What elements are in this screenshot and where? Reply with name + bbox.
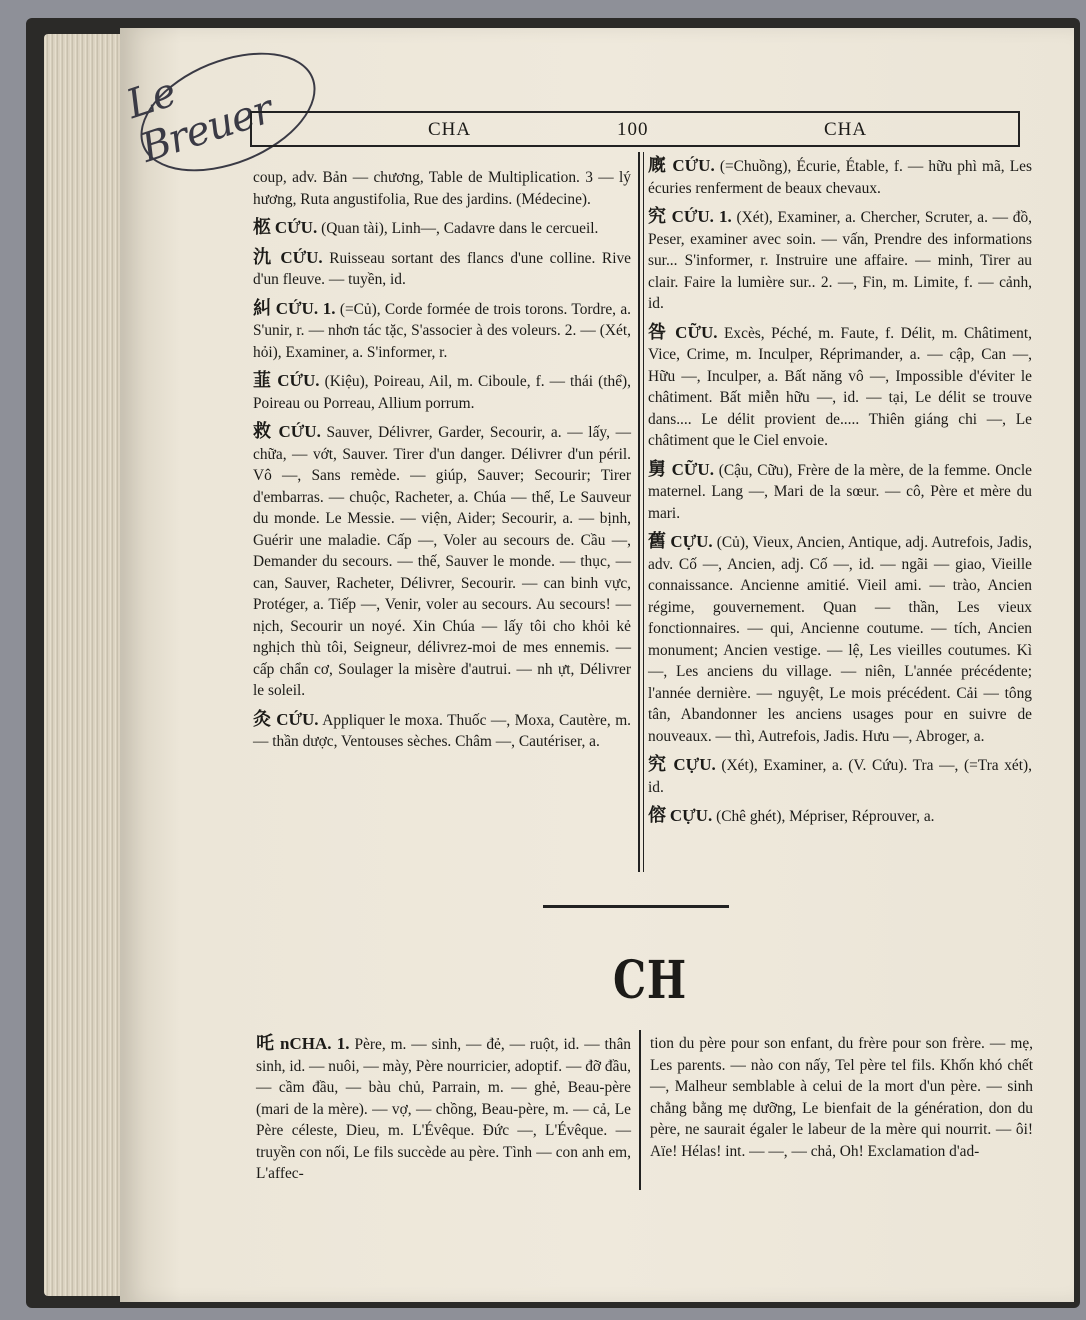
entry-text: (=Củ), Corde formée de trois torons. Tordre, a. S'unir, r. — nhơn tác tặc, S'associer à des voleurs. 2. — (Xét, hỏi), Examiner, a. S'informer, r. — [253, 300, 631, 361]
han-character: 救 — [253, 421, 273, 442]
right-column — [648, 155, 1032, 835]
entry-text: Sauver, Délivrer, Garder, Secourir, a. — lấy, — chữa, — vớt, Sauver. Tirer d'un danger. Délivrer d'un péril. Vô —, Sans remède. — giúp, Sauver; Secourir; Tirer d'embarras. — chuộc, Racheter, a. Chúa — thế, Le Sauveur du monde. Le Messie. — viện, Aider; Secourir, a. — bịnh, Guérir une maladie. Cấp —, Voler au secours de. Cầu —, Demander du secours. — thế, Sauver le monde. — thục, — can, Sauver, Racheter, Délivrer, Secourir. — can binh vực, Protéger, a. Tiếp —, Venir, voler au secours. Au secours! — nịch, Secourir un noyé. Xin Chúa — lấy tôi cho khỏi kẻ nghịch thù tôi, Seigneur, délivrez-moi de mes ennemis. — cấp chẩn cơ, Soulager la misère d'autrui. — nh ựt, Délivrer le soleil. — [253, 424, 632, 699]
bottom-right-column — [650, 1033, 1033, 1169]
entry-text: (Quan tài), Linh—, Cadavre dans le cercueil. — [321, 220, 599, 237]
bottom-column-rule — [639, 1030, 641, 1190]
page-header — [250, 111, 1020, 147]
headword: CỨU. 1. — [671, 207, 732, 226]
page-number: 100 — [617, 119, 649, 140]
headword: CỮU. — [675, 322, 718, 342]
entry — [253, 217, 631, 240]
handwritten-signature: Le Breuer — [121, 69, 278, 172]
han-character: 韮 — [253, 370, 273, 391]
headword: CỨU. 1. — [275, 298, 336, 318]
entry-text: (Kiệu), Poireau, Ail, m. Ciboule, f. — thái (thể), Poireau ou Porreau, Allium porrum. — [253, 373, 631, 412]
han-character: 傛 — [648, 805, 666, 826]
bottom-left-column — [256, 1033, 631, 1192]
entry-text: (Củ), Vieux, Ancien, Antique, adj. Autrefois, Jadis, adv. Cố —, Ancien, adj. Cố —, id. — ngãi — giao, Vieille connaissance. Ancienne amitié. Vieil ami. — trào, Ancien régime, gouvernement. Quan — thần, Les vieux fonctionnaires. — qui, Ancienne coutume. — tích, Ancien monument; Ancien vestige. — lệ, Les vieilles coutumes. Kì —, Les anciens du village. — niên, L'année précédente; l'année dernière. — nguyệt, Le mois précédent. Cải — tông tân, Abandonner les anciens usages pour en suivre de nouveaux. — thì, Autrefois, Jadis. Hưu —, Abroger, a. — [648, 534, 1032, 745]
headword: CỨU. — [672, 156, 715, 175]
headword: CỨU. — [278, 422, 321, 441]
han-character: 糾 — [253, 297, 272, 319]
entry — [648, 155, 1032, 199]
entry — [648, 531, 1032, 747]
entry-text: (Chê ghét), Mépriser, Réprouver, a. — [716, 808, 935, 825]
entry — [253, 421, 631, 702]
entry — [253, 709, 631, 753]
han-character: 咎 — [648, 321, 669, 343]
entry-text: coup, adv. Bản — chương, Table de Multiplication. 3 — lý hương, Ruta angustifolia, Rue des jardins. (Médecine). — [253, 169, 631, 208]
entry-text: (Xét), Examiner, a. Chercher, Scruter, a. — đồ, Peser, examiner avec soin. — vấn, Prendre des informations sur... S'informer, r. Instruire une affaire. — minh, Tirer au clair. Faire la lumière sur.. 2. —, Fin, m. Limite, f. — cảnh, id. — [648, 209, 1032, 312]
entry — [648, 459, 1032, 525]
section-title: CH — [612, 950, 688, 1011]
han-character: 柩 — [253, 217, 271, 238]
han-character: 究 — [648, 206, 667, 227]
entry — [648, 805, 1032, 828]
entry-text: Appliquer le moxa. Thuốc —, Moxa, Cautère, m. — thần dược, Ventouses sèches. Châm —, Cautériser, a. — [253, 711, 632, 750]
han-character: 灸 — [253, 708, 272, 730]
entry — [648, 754, 1032, 798]
headword: CỰU. — [669, 806, 713, 825]
entry-text: (=Chuồng), Écurie, Étable, f. — hữu phì mã, Les écuries renferment de beaux chevaux. — [648, 158, 1032, 197]
entry — [253, 167, 631, 210]
entry-text: Ruisseau sortant des flancs d'une colline. Rive d'un fleuve. — tuyền, id. — [253, 249, 631, 288]
entry-text: Excès, Péché, m. Faute, f. Délit, m. Châtiment, Vice, Crime, m. Inculper, Réprimander, a. — cập, Can —, Hữu —, Inculper, a. Bất năng vô —, Impossible d'éviter le châtiment. Bất miễn hữu —, id. — tại, Le délit se trouve dans.... Le délit provient de..... Thiên giáng chi —, Le châtiment que le Ciel envoie. — [648, 324, 1032, 449]
han-character: 氿 — [253, 246, 274, 268]
column-rule — [638, 152, 640, 872]
column-rule-inner — [643, 152, 644, 872]
han-character: 舊 — [648, 531, 667, 552]
headword: CỨU. — [276, 709, 319, 729]
headword: CỮU. — [671, 459, 714, 479]
han-character: 廐 — [648, 155, 668, 176]
entry — [253, 298, 631, 364]
section-divider — [543, 905, 729, 908]
entry-text: Père, m. — sinh, — đẻ, — ruột, id. — thân sinh, id. — nuôi, — mày, Père nourricier, adoptif. — đỡ đầu, — cầm đầu, — bàu chủ, Parrain, m. — ghẻ, Beau-père (mari de la mère). — vợ, — chồng, Beau-père, m. — cả, Le Père céleste, Dieu, m. L'Évêque. Đức —, L'Évêque. — truyền con nối, Le fils succède au père. Tình — con anh em, L'affec- — [256, 1036, 632, 1182]
headword: CỰU. — [673, 755, 716, 774]
han-character: 舅 — [648, 458, 667, 480]
entry — [253, 247, 631, 291]
entry — [650, 1033, 1033, 1162]
header-left-word: CHA — [428, 119, 472, 140]
entry — [256, 1033, 631, 1185]
entry-text: tion du père pour son enfant, du frère pour son frère. — mẹ, Les parents. — nào con nấy, Tel père tel fils. Khốn khó chết —, Malheur semblable à celui de la mort d'un père. — sinh chẳng bằng mẹ dưỡng, Le bienfait de la génération, don du père, ne saurait égaler le labeur de la mère qui nourrit. — ôi! Aïe! Hélas! int. — —, — chả, Oh! Exclamation d'ad- — [650, 1035, 1033, 1160]
entry — [253, 370, 631, 414]
left-column — [253, 167, 631, 760]
headword: CỰU. — [670, 532, 713, 551]
header-right-word: CHA — [824, 119, 868, 140]
headword: CỨU. — [277, 371, 320, 390]
entry — [648, 322, 1032, 452]
headword: nCHA. 1. — [280, 1034, 350, 1053]
entry-text: (Xét), Examiner, a. (V. Cứu). Tra —, (=Tra xét), id. — [648, 757, 1032, 796]
entry-text: (Cậu, Cữu), Frère de la mère, de la femme. Oncle maternel. Lang —, Mari de la sœur. — cô, Père et mère du mari. — [648, 461, 1032, 522]
headword: CỨU. — [280, 247, 323, 267]
entry — [648, 206, 1032, 315]
headword: CỨU. — [274, 218, 318, 237]
han-character: 究 — [648, 754, 668, 775]
han-character: 吒 — [256, 1033, 276, 1054]
